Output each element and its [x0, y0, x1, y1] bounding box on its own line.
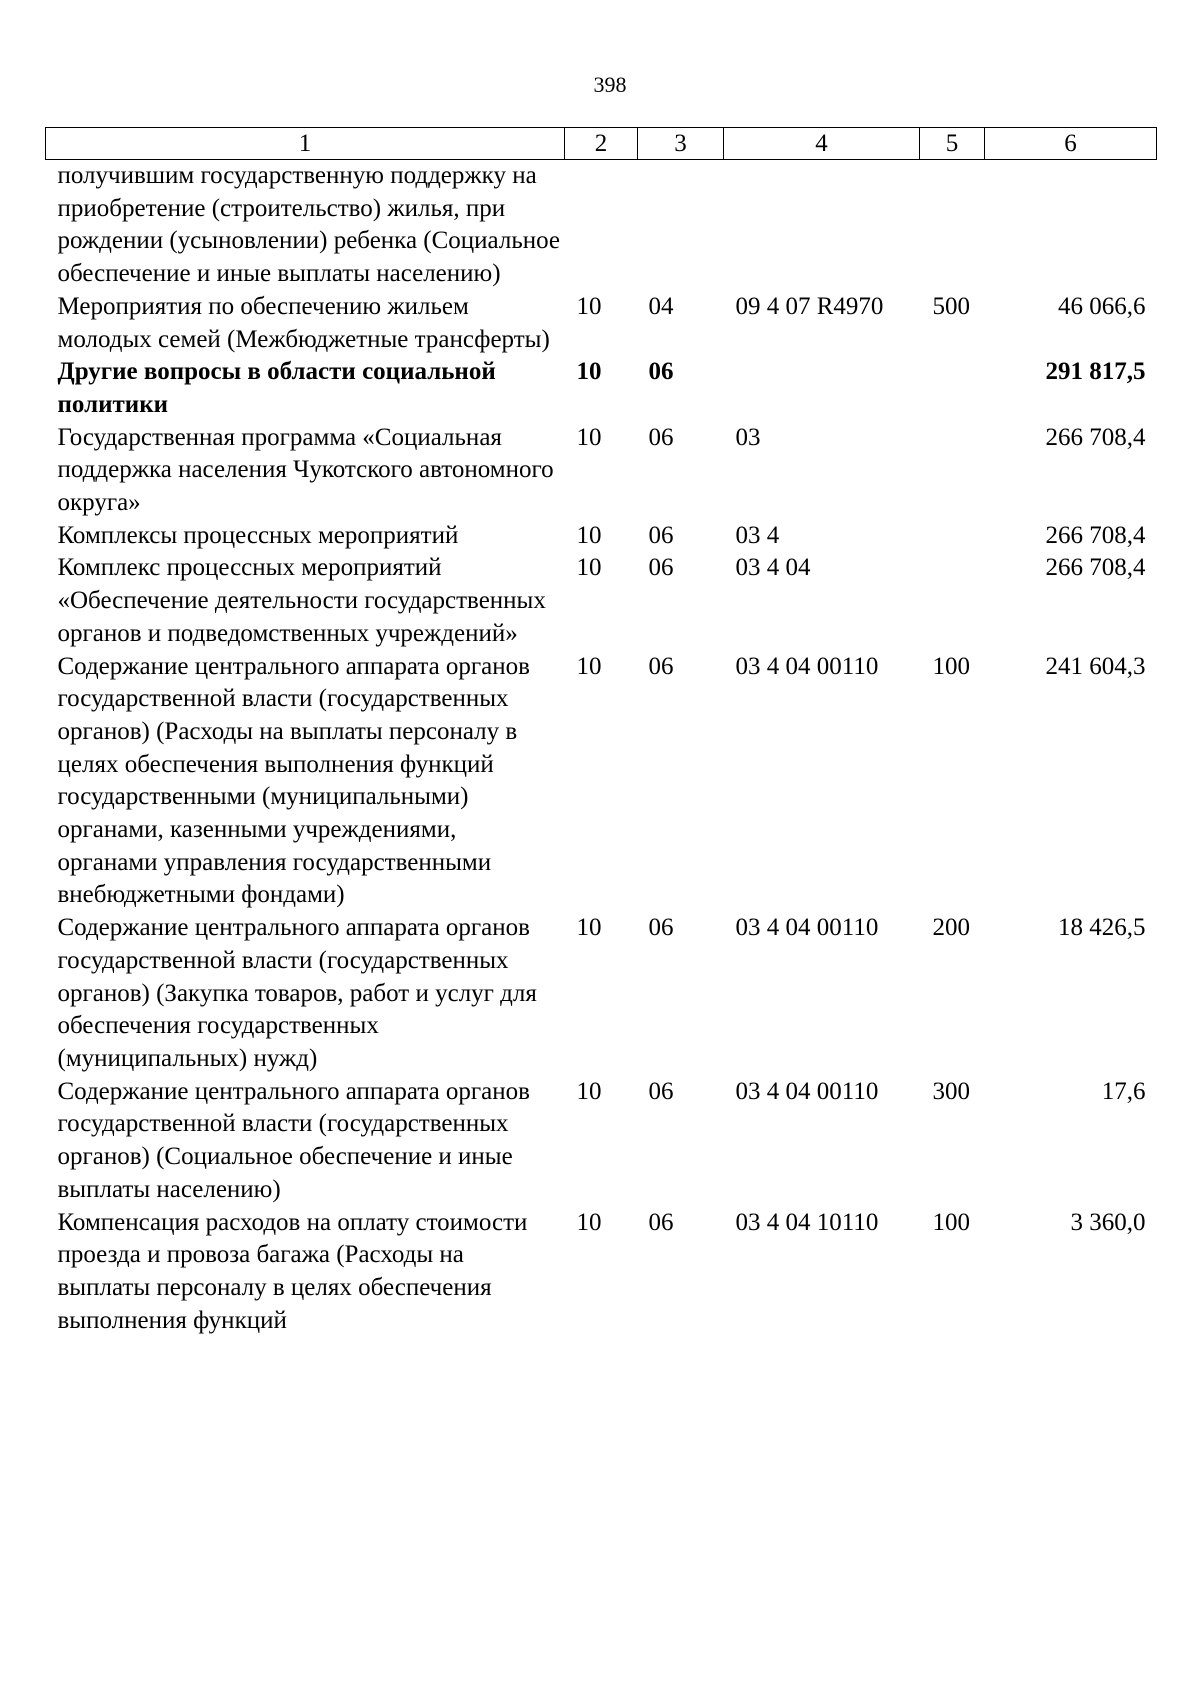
target-article-cell: 03 4 04 00110: [735, 914, 879, 942]
column-header-4: 4: [724, 128, 920, 160]
expense-type-cell: 500: [932, 292, 970, 320]
table-row: [46, 160, 1157, 291]
section-code-cell: 10: [576, 292, 602, 320]
row-name-cell: Мероприятия по обеспечению жильем молодых семей (Межбюджетные трансферты): [57, 292, 550, 353]
expense-type-cell: [920, 356, 985, 421]
section-code-cell: 10: [576, 554, 602, 582]
expense-type-cell: 100: [932, 1208, 970, 1236]
subsection-code-cell: 06: [648, 554, 674, 582]
amount-cell: 266 708,4: [1045, 423, 1146, 451]
column-header-5: 5: [920, 128, 985, 160]
table-header: [46, 128, 1157, 160]
target-article-cell: 03 4 04 00110: [735, 652, 879, 680]
section-code-cell: 10: [576, 1208, 602, 1236]
expense-type-cell: [920, 422, 985, 520]
row-name-cell: Комплексы процессных мероприятий: [57, 521, 459, 549]
amount-cell: 17,6: [1101, 1077, 1146, 1105]
target-article-cell: 03 4 04 00110: [735, 1077, 879, 1105]
section-code-cell: 10: [576, 914, 602, 942]
expense-type-cell: [920, 520, 985, 553]
table-row: [46, 356, 1157, 421]
expense-type-cell: [920, 160, 985, 291]
amount-cell: 266 708,4: [1045, 521, 1146, 549]
amount-cell: 241 604,3: [1045, 652, 1146, 680]
subsection-code-cell: 04: [648, 292, 674, 320]
column-header-1: 1: [46, 128, 565, 160]
subsection-code-cell: 06: [648, 423, 674, 451]
subsection-code-cell: 06: [648, 652, 674, 680]
row-name-cell: получившим государственную поддержку на приобретение (строительство) жилья, при рождении (усыновлении) ребенка (Социальное обеспечение и иные выплаты населению): [57, 162, 561, 288]
section-code-cell: 10: [576, 521, 602, 549]
section-code-cell: [565, 160, 638, 291]
table-row: [46, 520, 1157, 553]
page-number: 398: [593, 72, 627, 97]
table-row: [46, 912, 1157, 1076]
table-row: [46, 651, 1157, 913]
expense-type-cell: 200: [932, 914, 970, 942]
subsection-code-cell: 06: [648, 1208, 674, 1236]
target-article-cell: [724, 160, 920, 291]
row-name-cell: Другие вопросы в области социальной политики: [57, 358, 496, 418]
table-row: [46, 552, 1157, 650]
table-row: [46, 1076, 1157, 1207]
subsection-code-cell: 06: [648, 521, 674, 549]
subsection-code-cell: 06: [648, 358, 674, 386]
amount-cell: 3 360,0: [1070, 1208, 1146, 1236]
target-article-cell: 03: [735, 423, 761, 451]
target-article-cell: 03 4 04 10110: [735, 1208, 879, 1236]
budget-table: [45, 127, 1157, 1337]
table-body: [46, 160, 1157, 1338]
row-name-cell: Компенсация расходов на оплату стоимости проезда и провоза багажа (Расходы на выплаты персоналу в целях обеспечения выполнения функций: [57, 1208, 528, 1334]
target-article-cell: 03 4: [735, 521, 780, 549]
target-article-cell: 03 4 04: [735, 554, 811, 582]
table-row: [46, 422, 1157, 520]
section-code-cell: 10: [576, 652, 602, 680]
subsection-code-cell: 06: [648, 1077, 674, 1105]
expense-type-cell: 100: [932, 652, 970, 680]
amount-cell: 46 066,6: [1058, 292, 1146, 320]
expense-type-cell: 300: [932, 1077, 970, 1105]
section-code-cell: 10: [576, 358, 602, 386]
row-name-cell: Содержание центрального аппарата органов государственной власти (государственных органов) (Закупка товаров, работ и услуг для обеспечения государственных (муниципальных) нужд): [57, 914, 537, 1072]
table-row: [46, 1207, 1157, 1338]
section-code-cell: 10: [576, 423, 602, 451]
column-header-2: 2: [565, 128, 638, 160]
column-header-3: 3: [638, 128, 724, 160]
row-name-cell: Комплекс процессных мероприятий «Обеспечение деятельности государственных органов и подведомственных учреждений»: [57, 554, 546, 647]
amount-cell: [985, 160, 1157, 291]
table-row: [46, 291, 1157, 356]
column-header-6: 6: [985, 128, 1157, 160]
target-article-cell: 09 4 07 R4970: [735, 292, 884, 320]
expense-type-cell: [920, 552, 985, 650]
row-name-cell: Содержание центрального аппарата органов государственной власти (государственных органов) (Расходы на выплаты персоналу в целях обеспечения выполнения функций государственными (муниципальными) органами, казенными учреждениями, органами управления государственными внебюджетными фондами): [57, 652, 530, 909]
target-article-cell: [724, 356, 920, 421]
subsection-code-cell: 06: [648, 914, 674, 942]
header-row: [46, 128, 1157, 160]
amount-cell: 266 708,4: [1045, 554, 1146, 582]
section-code-cell: 10: [576, 1077, 602, 1105]
row-name-cell: Государственная программа «Социальная поддержка населения Чукотского автономного округа»: [57, 423, 554, 517]
subsection-code-cell: [638, 160, 724, 291]
amount-cell: 18 426,5: [1058, 914, 1146, 942]
amount-cell: 291 817,5: [1045, 358, 1146, 386]
row-name-cell: Содержание центрального аппарата органов государственной власти (государственных органов) (Социальное обеспечение и иные выплаты населению): [57, 1077, 530, 1203]
